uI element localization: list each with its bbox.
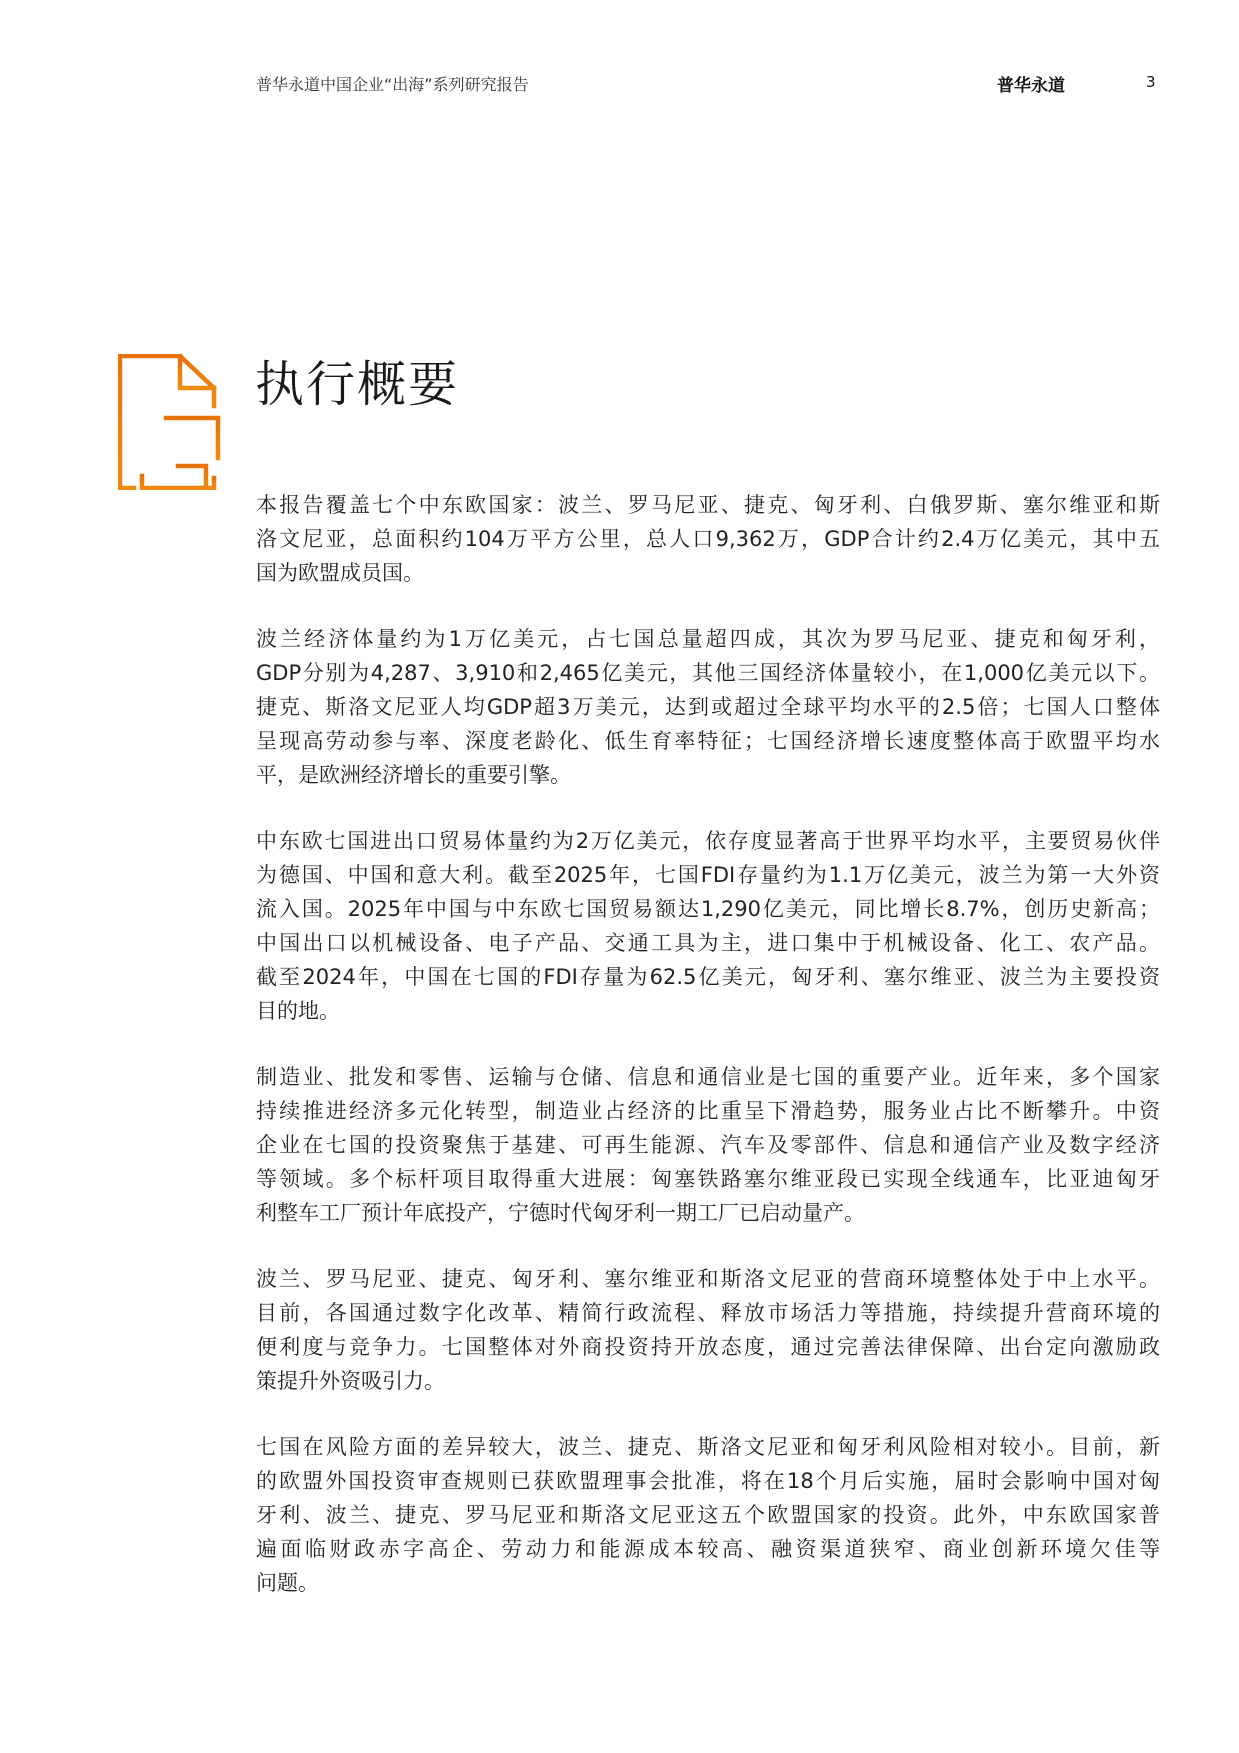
paragraph-line: 目的地。 <box>256 999 340 1023</box>
paragraph-line: 便利度与竞争力。七国整体对外商投资持开放态度，通过完善法律保障、出台定向激励政 <box>256 1335 1160 1359</box>
paragraph-line: 平，是欧洲经济增长的重要引擎。 <box>256 763 571 787</box>
paragraph-line: 呈现高劳动参与率、深度老龄化、低生育率特征；七国经济增长速度整体高于欧盟平均水 <box>256 729 1160 753</box>
report-series-title: 普华永道中国企业“出海”系列研究报告 <box>256 75 529 94</box>
paragraph-line: 企业在七国的投资聚焦于基建、可再生能源、汽车及零部件、信息和通信产业及数字经济 <box>256 1133 1160 1157</box>
paragraph-line: 波兰、罗马尼亚、捷克、匈牙利、塞尔维亚和斯洛文尼亚的营商环境整体处于中上水平。 <box>256 1267 1160 1291</box>
paragraph-line: 制造业、批发和零售、运输与仓储、信息和通信业是七国的重要产业。近年来，多个国家 <box>256 1065 1160 1089</box>
paragraph-line: 遍面临财政赤字高企、劳动力和能源成本较高、融资渠道狭窄、商业创新环境欠佳等 <box>256 1537 1160 1561</box>
paragraph-line: 问题。 <box>256 1571 319 1595</box>
paragraph-line: GDP分别为4,287、3,910和2,465亿美元，其他三国经济体量较小，在1,000亿美元以下。 <box>256 661 1160 685</box>
paragraph-line: 国为欧盟成员国。 <box>256 561 424 585</box>
brand-name: 普华永道 <box>997 76 1065 96</box>
summary-paragraph <box>256 824 1160 1028</box>
paragraph-line: 流入国。2025年中国与中东欧七国贸易额达1,290亿美元，同比增长8.7%，创历史新高； <box>256 897 1160 921</box>
paragraph-line: 中东欧七国进出口贸易体量约为2万亿美元，依存度显著高于世界平均水平，主要贸易伙伴 <box>256 829 1160 853</box>
paragraph-line: 持续推进经济多元化转型，制造业占经济的比重呈下滑趋势，服务业占比不断攀升。中资 <box>256 1099 1160 1123</box>
paragraph-line: 为德国、中国和意大利。截至2025年，七国FDI存量约为1.1万亿美元，波兰为第一大外资 <box>256 863 1160 887</box>
summary-paragraph <box>256 1262 1160 1398</box>
summary-paragraph <box>256 488 1160 590</box>
paragraph-line: 中国出口以机械设备、电子产品、交通工具为主，进口集中于机械设备、化工、农产品。 <box>256 931 1160 955</box>
summary-body <box>256 488 1160 1632</box>
paragraph-line: 本报告覆盖七个中东欧国家：波兰、罗马尼亚、捷克、匈牙利、白俄罗斯、塞尔维亚和斯 <box>256 493 1160 517</box>
paragraph-line: 策提升外资吸引力。 <box>256 1369 445 1393</box>
paragraph-line: 七国在风险方面的差异较大，波兰、捷克、斯洛文尼亚和匈牙利风险相对较小。目前，新 <box>256 1435 1160 1459</box>
paragraph-line: 目前，各国通过数字化改革、精简行政流程、释放市场活力等措施，持续提升营商环境的 <box>256 1301 1160 1325</box>
paragraph-line: 捷克、斯洛文尼亚人均GDP超3万美元，达到或超过全球平均水平的2.5倍；七国人口整体 <box>256 695 1160 719</box>
page-number: 3 <box>1146 73 1156 91</box>
summary-paragraph <box>256 622 1160 792</box>
section-title: 执行概要 <box>255 356 460 413</box>
paragraph-line: 利整车工厂预计年底投产，宁德时代匈牙利一期工厂已启动量产。 <box>256 1201 865 1225</box>
paragraph-line: 洛文尼亚，总面积约104万平方公里，总人口9,362万，GDP合计约2.4万亿美元，其中五 <box>256 527 1160 551</box>
paragraph-line: 截至2024年，中国在七国的FDI存量为62.5亿美元，匈牙利、塞尔维亚、波兰为主要投资 <box>256 965 1160 989</box>
summary-paragraph <box>256 1430 1160 1600</box>
summary-paragraph <box>256 1060 1160 1230</box>
paragraph-line: 牙利、波兰、捷克、罗马尼亚和斯洛文尼亚这五个欧盟国家的投资。此外，中东欧国家普 <box>256 1503 1160 1527</box>
paragraph-line: 的欧盟外国投资审查规则已获欧盟理事会批准，将在18个月后实施，届时会影响中国对匈 <box>256 1469 1160 1493</box>
paragraph-line: 等领域。多个标杆项目取得重大进展：匈塞铁路塞尔维亚段已实现全线通车，比亚迪匈牙 <box>256 1167 1160 1191</box>
paragraph-line: 波兰经济体量约为1万亿美元，占七国总量超四成，其次为罗马尼亚、捷克和匈牙利， <box>256 627 1160 651</box>
document-list-icon <box>118 354 226 490</box>
